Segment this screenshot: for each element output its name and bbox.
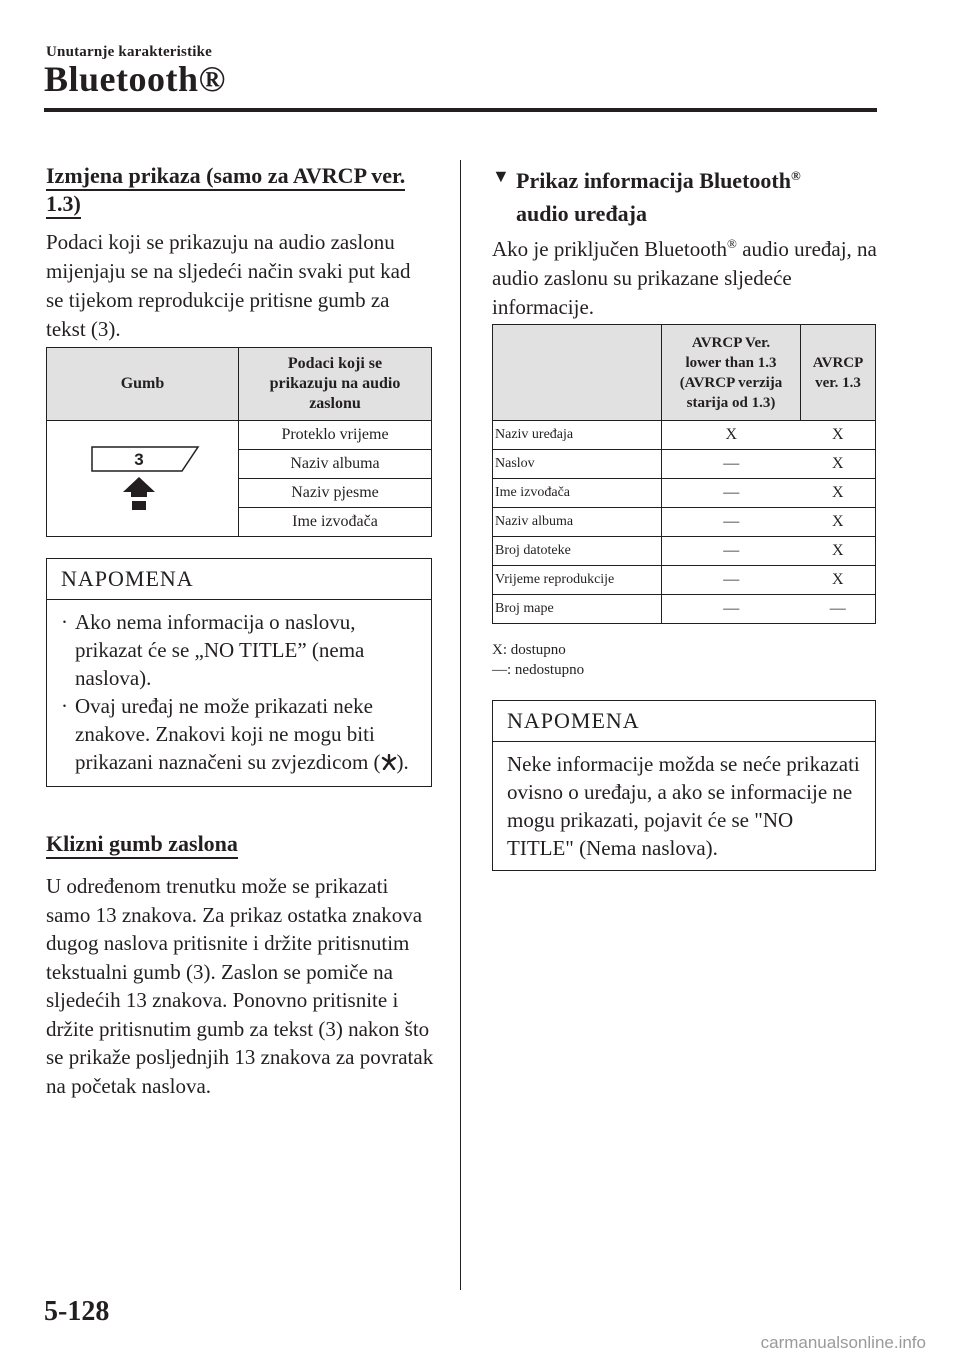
asterisk-icon [381,754,397,770]
table-cell-old: — [662,537,801,566]
table-cell: Ime izvođača [239,508,432,537]
table-cell-old: — [662,566,801,595]
table-cell-old: — [662,508,801,537]
note-title: NAPOMENA [493,701,875,742]
table-cell: Naziv albuma [239,450,432,479]
table-cell-new: — [801,595,876,624]
note-bullet-text: Ovaj uređaj ne može prikazati neke znakove. Znakovi koji ne mogu biti prikazani naznačeni su zvjezdicom ( ). [75,694,409,774]
table-cell-name: Naslov [493,450,662,479]
table-header-gumb: Gumb [47,348,239,421]
heading-scroll-button-text: Klizni gumb zaslona [46,831,238,859]
table-cell: Naziv pjesme [239,479,432,508]
paragraph-display-change: Podaci koji se prikazuju na audio zaslonu mijenjaju se na sljedeći način svaki put kad se tijekom reprodukcije pritisne gumb za tekst (3). [46,230,411,341]
bullet-dot: · [61,610,68,634]
table-row [493,595,876,624]
paragraph-bluetooth-info: Ako je priključen Bluetooth® audio uređaj, na audio zaslonu su prikazane sljedeće informacije. [492,236,877,319]
note-box-left [46,558,432,787]
table-header-data: Podaci koji se prikazuju na audio zaslonu [239,348,432,421]
table-cell-new: X [801,450,876,479]
note-bullet [61,608,417,692]
heading-bluetooth-info-line1: ▼ Prikaz informacija Bluetooth® [492,162,882,196]
heading-scroll-button [46,830,238,858]
info-availability-table [492,324,876,624]
table-cell-new: X [801,421,876,450]
legend-available: X: dostupno [492,642,566,658]
paragraph-scroll-button: U određenom trenutku može se prikazati samo 13 znakova. Za prikaz ostatka znakova dugog naslova pritisnite i držite pritisnutim tekstualni gumb (3). Zaslon se pomiče na sljedećih 13 znakova. Ponovno pritisnite i držite pritisnutim gumb za tekst (3) nakon što se prikaže posljednjih 13 znakova za povratak na početak naslova. [46,874,434,1098]
heading-display-change-text: Izmjena prikaza (samo za AVRCP ver. 1.3) [46,163,405,219]
table-header-empty [493,325,662,421]
section-label: Unutarnje karakteristike [46,44,213,60]
note-body [47,600,431,786]
table-cell-name: Broj datoteke [493,537,662,566]
bullet-dot: · [61,694,68,718]
table-cell-old: — [662,450,801,479]
table-cell-new: X [801,508,876,537]
legend [492,640,584,680]
table-cell: Proteklo vrijeme [239,421,432,450]
column-divider [460,160,461,1290]
button-data-table [46,347,432,537]
title-rule [44,108,877,112]
table-row [493,566,876,595]
table-cell-new: X [801,566,876,595]
table-row [493,421,876,450]
table-row [493,508,876,537]
note-bullet [61,692,417,776]
legend-unavailable: —: nedostupno [492,662,585,678]
table-cell-name: Ime izvođača [493,479,662,508]
table-cell-name: Naziv albuma [493,508,662,537]
table-row [47,421,432,450]
watermark: carmanualsonline.info [760,1333,926,1352]
button-number: 3 [133,450,144,469]
heading-bluetooth-info [492,162,882,228]
table-cell-old: — [662,479,801,508]
note-title: NAPOMENA [47,559,431,600]
text-button-3-icon [68,431,218,521]
triangle-down-icon: ▼ [492,166,510,186]
table-row [493,450,876,479]
table-cell-new: X [801,479,876,508]
table-cell-name: Vrijeme reprodukcije [493,566,662,595]
heading-display-change [46,162,424,218]
table-header-avrcp-old: AVRCP Ver. lower than 1.3 (AVRCP verzija starija od 1.3) [662,325,801,421]
heading-bluetooth-info-line2: audio uređaja [516,201,648,227]
table-row [493,537,876,566]
table-header-avrcp-13: AVRCP ver. 1.3 [801,325,876,421]
table-cell-name: Broj mape [493,595,662,624]
table-cell-new: X [801,537,876,566]
note-box-right [492,700,876,871]
table-cell-old: X [662,421,801,450]
note-body: Neke informacije možda se neće prikazati ovisno o uređaju, a ako se informacije ne mogu prikazati, pojavit će se "NO TITLE" (Nema naslova). [507,752,860,860]
table-cell-old: — [662,595,801,624]
note-bullet-text: Ako nema informacija o naslovu, prikazat će se „NO TITLE” (nema naslova). [75,610,365,690]
table-header-row [493,325,876,421]
button-illustration-cell [47,421,239,537]
table-row [493,479,876,508]
table-header-row [47,348,432,421]
page-title: Bluetooth® [44,59,226,99]
page-number: 5-128 [44,1296,110,1327]
table-cell-name: Naziv uređaja [493,421,662,450]
